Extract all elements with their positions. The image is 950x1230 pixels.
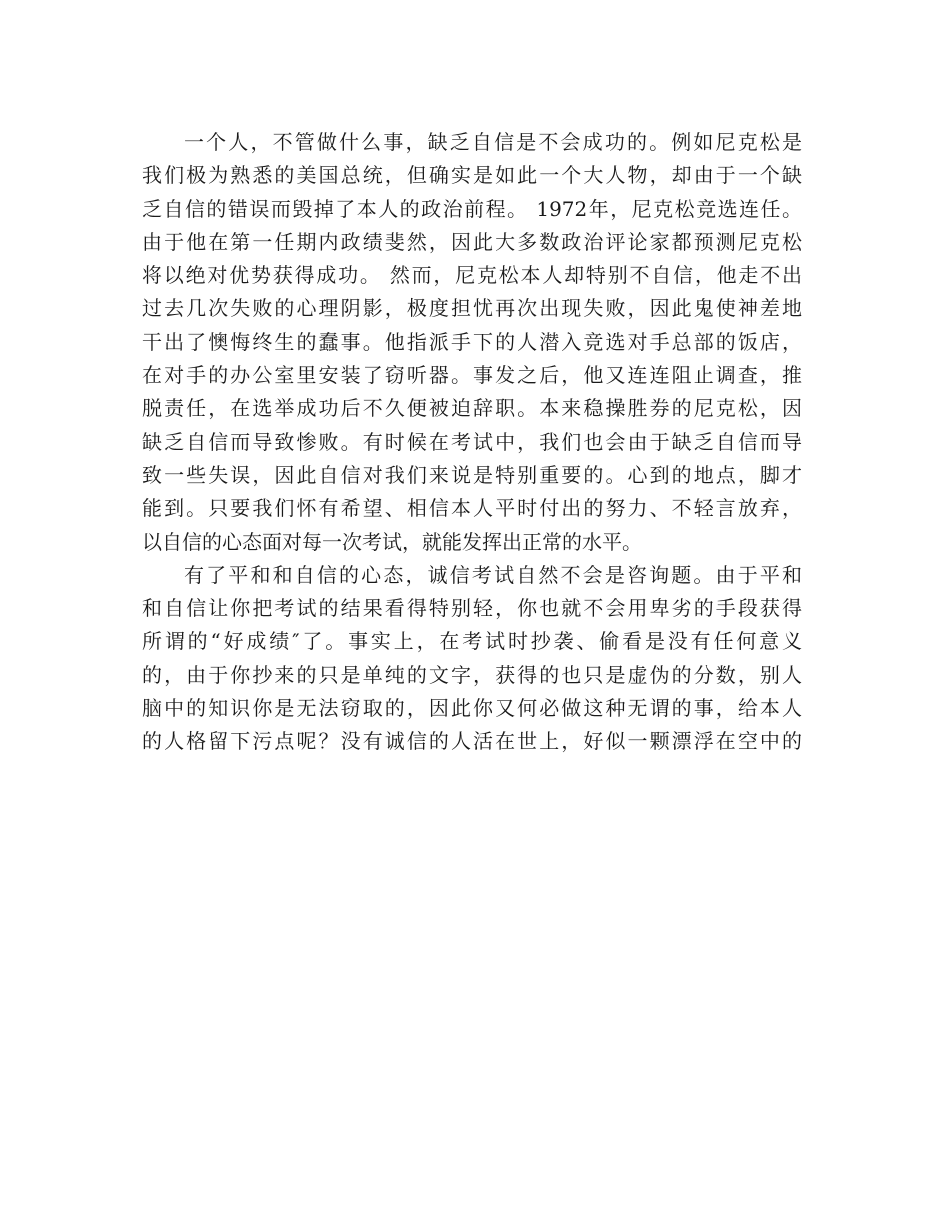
text-line: 缺乏自信而导致惨败。有时候在考试中，我们也会由于缺乏自信而导	[142, 429, 802, 454]
body-text	[142, 126, 802, 759]
text-line: 脱责任，在选举成功后不久便被迫辞职。本来稳操胜券的尼克松，因	[142, 396, 802, 421]
text-line: 能到。只要我们怀有希望、相信本人平时付出的努力、不轻言放弃，	[142, 496, 802, 521]
text-line: 将以绝对优势获得成功。 然而，尼克松本人却特别不自信，他走不出	[142, 263, 802, 288]
text-line: 我们极为熟悉的美国总统，但确实是如此一个大人物，却由于一个缺	[142, 163, 802, 188]
text-line: 过去几次失败的心理阴影，极度担忧再次出现失败，因此鬼使神差地	[142, 296, 802, 321]
text-line: 一个人，不管做什么事，缺乏自信是不会成功的。例如尼克松是	[184, 130, 802, 154]
text-line: 有了平和和自信的心态，诚信考试自然不会是咨询题。由于平和	[184, 562, 802, 587]
text-line: 干出了懊悔终生的蠢事。他指派手下的人潜入竞选对手总部的饭店，	[142, 329, 802, 354]
text-line: 乏自信的错误而毁掉了本人的政治前程。 1972年，尼克松竞选连任。	[142, 196, 802, 221]
text-line: 所谓的“好成绩″了。事实上，在考试时抄袭、偷看是没有任何意义	[142, 629, 802, 654]
text-line: 以自信的心态面对每一次考试，就能发挥出正常的水平。	[142, 529, 642, 554]
text-line: 由于他在第一任期内政绩斐然，因此大多数政治评论家都预测尼克松	[142, 229, 802, 254]
paragraph-2	[142, 559, 802, 759]
text-line: 脑中的知识你是无法窃取的，因此你又何必做这种无谓的事，给本人	[142, 696, 802, 721]
text-line: 的，由于你抄来的只是单纯的文字，获得的也只是虚伪的分数，别人	[142, 662, 802, 687]
text-line: 致一些失误，因此自信对我们来说是特别重要的。心到的地点，脚才	[142, 462, 802, 487]
paragraph-1	[142, 126, 802, 559]
text-line: 的人格留下污点呢？没有诚信的人活在世上，好似一颗漂浮在空中的	[142, 729, 802, 754]
text-line: 在对手的办公室里安装了窃听器。事发之后，他又连连阻止调查，推	[142, 363, 802, 388]
text-line: 和自信让你把考试的结果看得特别轻，你也就不会用卑劣的手段获得	[142, 596, 802, 621]
